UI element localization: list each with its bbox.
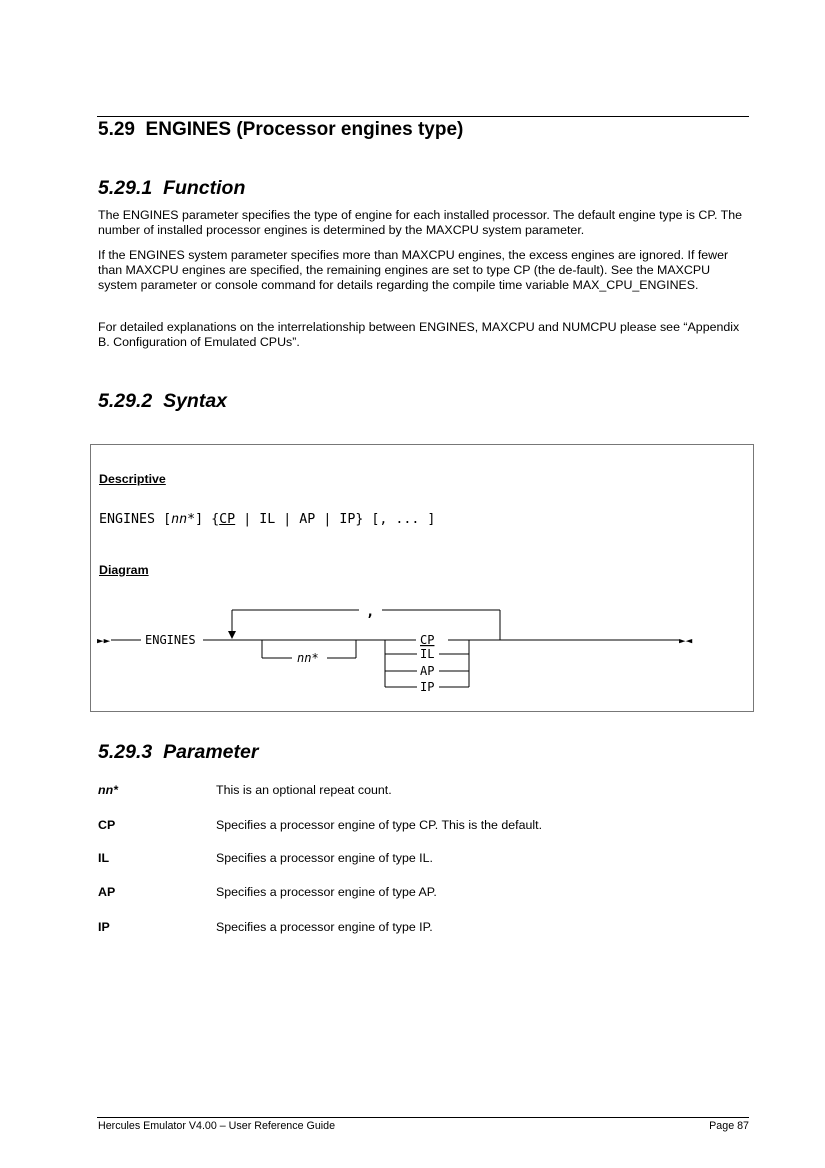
option-ip: IP <box>420 680 435 694</box>
diagram-label: Diagram <box>99 563 149 577</box>
railroad-diagram <box>91 445 753 711</box>
parameter-name: AP <box>98 885 116 899</box>
end-marker: ►◄ <box>679 634 693 647</box>
default-type: CP <box>219 512 236 527</box>
parameter-heading: 5.29.3 Parameter <box>98 741 259 763</box>
parameter-description: Specifies a processor engine of type IL. <box>216 851 433 865</box>
parameter-name: CP <box>98 818 116 832</box>
header-rule <box>97 116 749 117</box>
section-title: ENGINES (Processor engines type) <box>145 119 464 140</box>
syntax-box <box>90 444 754 712</box>
parameter-row <box>98 885 748 901</box>
start-marker: ►► <box>97 634 111 647</box>
option-il: IL <box>420 647 435 661</box>
function-heading: 5.29.1 Function <box>98 177 246 199</box>
section-heading <box>98 119 463 141</box>
parameter-name: IP <box>98 920 110 934</box>
parameter-description: This is an optional repeat count. <box>216 783 392 797</box>
parameter-row <box>98 920 748 936</box>
diagram-lines <box>111 610 679 687</box>
diagram-keyword: ENGINES <box>145 633 196 647</box>
repeat-count: nn* <box>171 512 196 527</box>
option-ap: AP <box>420 664 435 678</box>
repeat-separator: , <box>366 604 375 620</box>
descriptive-label: Descriptive <box>99 472 166 486</box>
function-paragraph-1: The ENGINES parameter specifies the type of engine for each installed processor. The default engine type is CP. The number of installed processor engines is determined by the MAXCPU system parameter. <box>98 208 742 237</box>
function-paragraph-3: For detailed explanations on the interrelationship between ENGINES, MAXCPU and NUMCPU please see “Appendix B. Configuration of Emulated CPUs”. <box>98 320 740 349</box>
diagram-repeat-count: nn* <box>297 651 319 665</box>
parameter-name: IL <box>98 851 110 865</box>
function-paragraph-2: If the ENGINES system parameter specifies more than MAXCPU engines, the excess engines are ignored. If fewer than MAXCPU engines are specified, the remaining engines are set to type CP (the de-fault). See the MAXCPU system parameter or console command for details regarding the compile time variable MAX_CPU_ENGINES. <box>98 248 729 292</box>
footer-rule <box>97 1117 749 1118</box>
parameter-row <box>98 851 748 867</box>
parameter-name: nn* <box>98 783 118 797</box>
footer-title: Hercules Emulator V4.00 – User Reference Guide <box>98 1120 336 1132</box>
page-number: Page 87 <box>709 1120 749 1132</box>
parameter-description: Specifies a processor engine of type CP. This is the default. <box>216 818 543 832</box>
parameter-description: Specifies a processor engine of type IP. <box>216 920 433 934</box>
parameter-row <box>98 818 748 834</box>
parameter-row <box>98 783 748 799</box>
section-number: 5.29 <box>98 119 135 140</box>
loop-arrow-icon <box>228 631 236 639</box>
parameter-description: Specifies a processor engine of type AP. <box>216 885 437 899</box>
descriptive-syntax: ENGINES [nn*] {CP | IL | AP | IP} [, ... ] <box>99 512 436 527</box>
syntax-heading: 5.29.2 Syntax <box>98 390 228 412</box>
option-cp: CP <box>420 633 435 647</box>
